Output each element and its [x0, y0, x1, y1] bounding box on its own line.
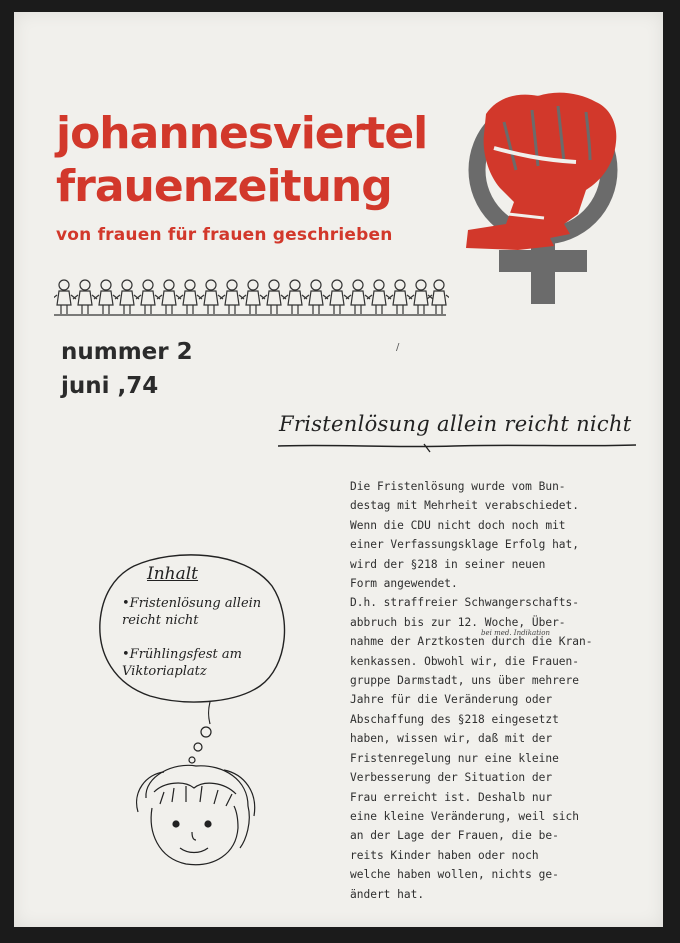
article-line: abbruch bis zur 12. Woche, Über-: [350, 615, 566, 629]
masthead-line-1: johannesviertel: [56, 108, 428, 159]
article-line: welche haben wollen, nichts ge-: [350, 868, 559, 882]
article-line: Die Fristenlösung wurde vom Bun-: [350, 480, 566, 493]
article-line: haben, wissen wir, daß mit der: [350, 732, 553, 746]
headline-underline: [274, 440, 644, 454]
article-headline: Fristenlösung allein reicht nicht: [279, 412, 632, 436]
article-line: Jahre für die Veränderung oder: [350, 693, 553, 707]
women-holding-hands-icon: [54, 277, 449, 319]
article-line: einer Verfassungsklage Erfolg hat,: [350, 538, 580, 552]
article-line: wird der §218 in seiner neuen: [350, 557, 546, 571]
girl-face-icon: [124, 762, 264, 872]
contents-item: •Frühlingsfest am Viktoriaplatz: [122, 647, 242, 679]
handwritten-insertion: bei med. Indikation: [481, 629, 550, 637]
article-line: Abschaffung des §218 eingesetzt: [350, 712, 559, 726]
fist-venus-emblem-icon: [446, 82, 636, 307]
article-line: gruppe Darmstadt, uns über mehrere: [350, 674, 580, 688]
article-line: destag mit Mehrheit verabschiedet.: [350, 499, 580, 513]
newspaper-page: [14, 12, 663, 927]
article-line: kenkassen. Obwohl wir, die Frauen-: [350, 654, 580, 668]
article-line: eine kleine Veränderung, weil sich: [350, 809, 580, 823]
article-line: Frau erreicht ist. Deshalb nur: [350, 790, 553, 804]
article-line: nahme der Arztkosten durch die Kran-: [350, 635, 593, 649]
stray-mark: /: [396, 342, 400, 353]
article-line: Wenn die CDU nicht doch noch mit: [350, 518, 566, 532]
article-line: D.h. straffreier Schwangerschafts-: [350, 596, 580, 610]
article-line: Fristenregelung nur eine kleine: [350, 751, 559, 765]
article-line: Form angewendet.: [350, 577, 458, 591]
masthead-line-2: frauenzeitung: [56, 161, 392, 212]
masthead-subtitle: von frauen für frauen geschrieben: [56, 225, 393, 245]
issue-number: nummer 2: [61, 339, 193, 365]
issue-date: juni ,74: [61, 373, 159, 399]
article-body: [350, 477, 650, 904]
article-line: Verbesserung der Situation der: [350, 771, 553, 785]
article-line: reits Kinder haben oder noch: [350, 848, 539, 862]
article-line: ändert hat.: [350, 887, 425, 901]
contents-heading: Inhalt: [147, 564, 199, 584]
article-line: an der Lage der Frauen, die be-: [350, 829, 559, 843]
contents-item: •Fristenlösung allein reicht nicht: [122, 596, 262, 628]
